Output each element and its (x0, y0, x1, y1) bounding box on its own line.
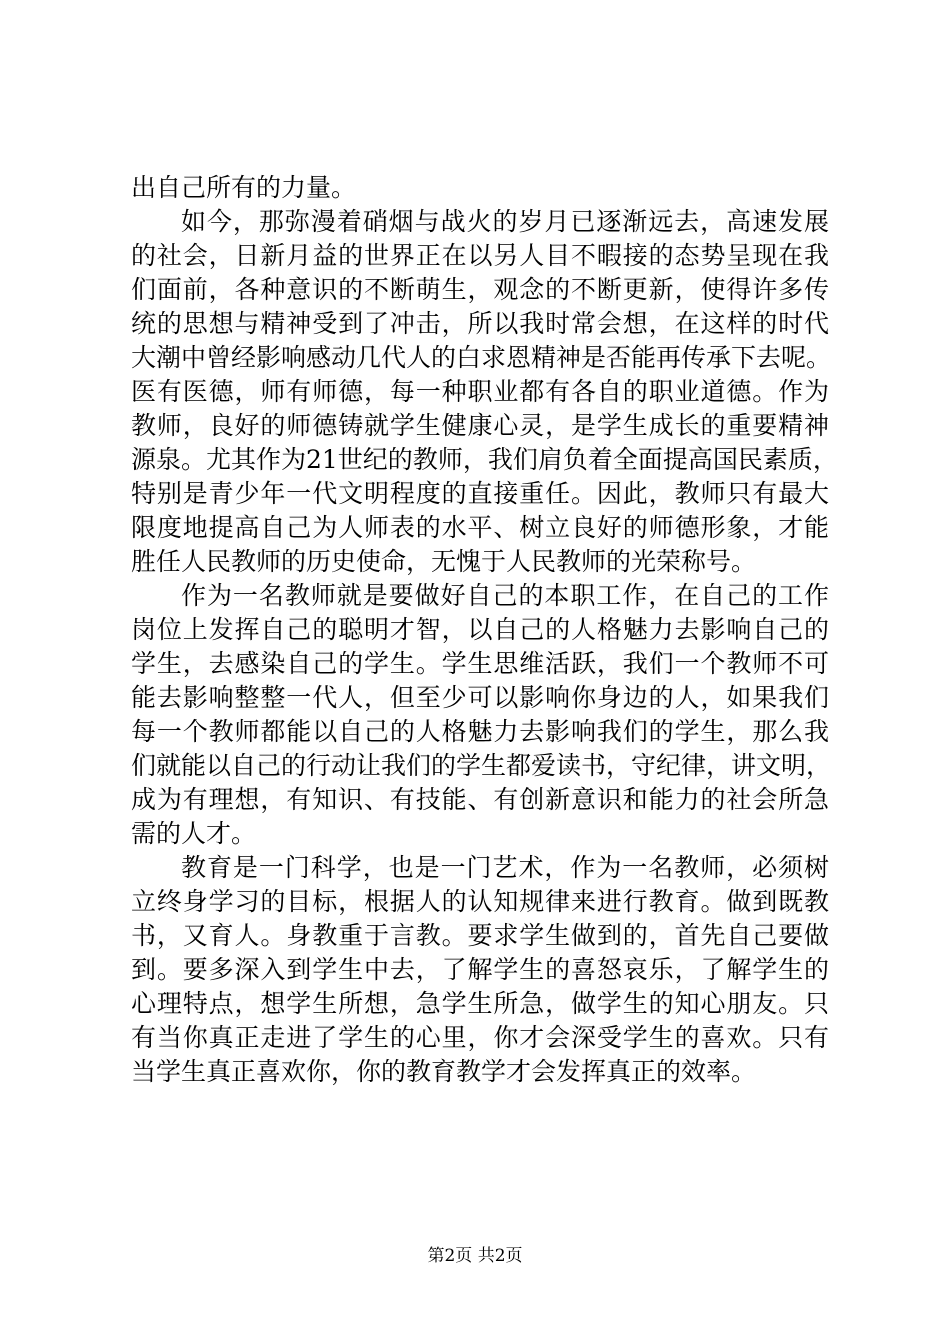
text-line: 大潮中曾经影响感动几代人的白求恩精神是否能再传承下去呢。 (131, 343, 832, 372)
text-line: 统的思想与精神受到了冲击，所以我时常会想，在这样的时代 (131, 309, 829, 338)
text-line: 教师，良好的师德铸就学生健康心灵，是学生成长的重要精神 (131, 411, 829, 440)
text-line: 医有医德，师有师德，每一种职业都有各自的职业道德。作为 (131, 377, 829, 406)
page-number-label: 第2页 共2页 (427, 1246, 523, 1266)
text-line: 书，又育人。身教重于言教。要求学生做到的，首先自己要做 (131, 921, 829, 950)
text-line: 胜任人民教师的历史使命，无愧于人民教师的光荣称号。 (131, 547, 757, 576)
text-line: 们就能以自己的行动让我们的学生都爱读书，守纪律，讲文明， (131, 751, 832, 780)
text-line: 如今，那弥漫着硝烟与战火的岁月已逐渐远去，高速发展 (181, 207, 829, 236)
document-body (131, 171, 838, 1089)
text-line: 需的人才。 (131, 819, 257, 848)
text-line: 能去影响整整一代人，但至少可以影响你身边的人，如果我们 (131, 683, 829, 712)
text-line: 有当你真正走进了学生的心里，你才会深受学生的喜欢。只有 (131, 1023, 829, 1052)
text-line: 岗位上发挥自己的聪明才智，以自己的人格魅力去影响自己的 (131, 615, 829, 644)
text-line: 特别是青少年一代文明程度的直接重任。因此，教师只有最大 (131, 479, 829, 508)
text-line: 立终身学习的目标，根据人的认知规律来进行教育。做到既教 (131, 887, 829, 916)
text-line: 学生，去感染自己的学生。学生思维活跃，我们一个教师不可 (131, 649, 829, 678)
text-line: 出自己所有的力量。 (131, 173, 357, 202)
text-line: 限度地提高自己为人师表的水平、树立良好的师德形象，才能 (131, 513, 829, 542)
text-line: 到。要多深入到学生中去，了解学生的喜怒哀乐，了解学生的 (131, 955, 829, 984)
text-line: 作为一名教师就是要做好自己的本职工作，在自己的工作 (181, 581, 829, 610)
text-line: 每一个教师都能以自己的人格魅力去影响我们的学生，那么我 (131, 717, 829, 746)
text-line: 当学生真正喜欢你，你的教育教学才会发挥真正的效率。 (131, 1057, 757, 1086)
text-line: 们面前，各种意识的不断萌生，观念的不断更新，使得许多传 (131, 275, 829, 304)
page-footer (0, 1244, 950, 1268)
text-line: 的社会，日新月益的世界正在以另人目不暇接的态势呈现在我 (131, 241, 829, 270)
text-line: 教育是一门科学，也是一门艺术，作为一名教师，必须树 (181, 853, 829, 882)
text-line: 源泉。尤其作为21世纪的教师，我们肩负着全面提高国民素质， (131, 445, 838, 474)
text-line: 成为有理想，有知识、有技能、有创新意识和能力的社会所急 (131, 785, 829, 814)
text-line: 心理特点，想学生所想，急学生所急，做学生的知心朋友。只 (131, 989, 829, 1018)
